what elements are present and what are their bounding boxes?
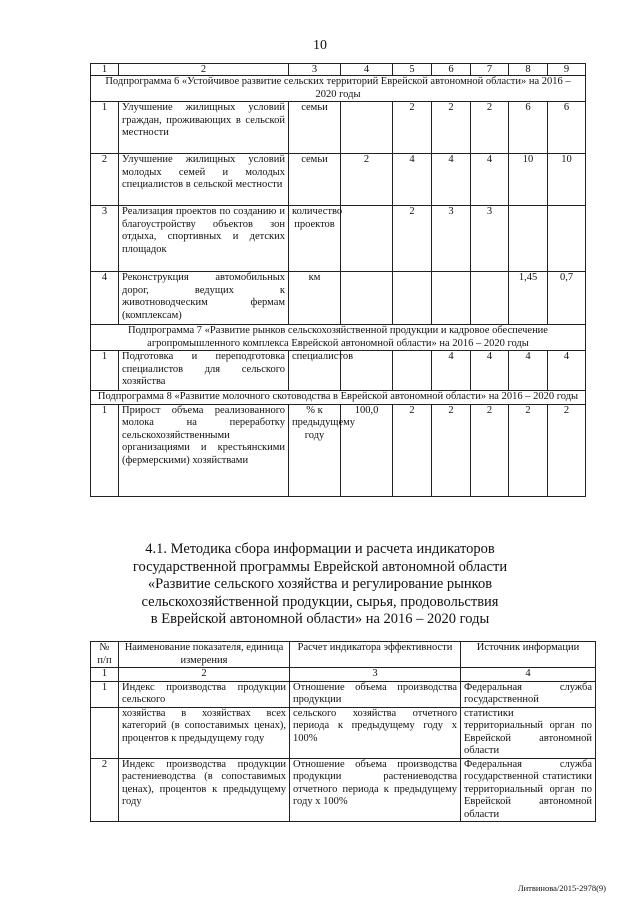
page-number: 10 bbox=[313, 38, 327, 53]
indicator-calculation: Отношение объема производства продукции bbox=[290, 681, 461, 707]
header-cell: Расчет индикатора эффективности bbox=[290, 642, 461, 668]
col-num: 3 bbox=[289, 64, 341, 76]
value-cell: 2 bbox=[509, 404, 548, 496]
column-number-row bbox=[91, 64, 586, 76]
row-number: 3 bbox=[91, 206, 119, 272]
value-cell: 4 bbox=[509, 351, 548, 391]
col-num: 8 bbox=[509, 64, 548, 76]
value-cell bbox=[341, 272, 393, 325]
value-cell bbox=[432, 272, 471, 325]
value-cell: 6 bbox=[509, 102, 548, 154]
table-row bbox=[91, 707, 596, 758]
table-row bbox=[91, 758, 596, 822]
indicator-calculation: сельского хозяйства отчетного периода к предыдущему году х 100% bbox=[290, 707, 461, 758]
value-cell: 2 bbox=[341, 154, 393, 206]
indicator-unit: семьи bbox=[289, 154, 341, 206]
indicator-name: Реконструкция автомобильных дорог, ведущих к животноводческим фермам (комплексам) bbox=[119, 272, 289, 325]
table-row bbox=[91, 681, 596, 707]
heading-line: государственной программы Еврейской автономной области bbox=[132, 558, 508, 575]
value-cell: 100,0 bbox=[341, 404, 393, 496]
table-row bbox=[91, 272, 586, 325]
value-cell: 1,45 bbox=[509, 272, 548, 325]
row-number: 2 bbox=[91, 154, 119, 206]
value-cell bbox=[341, 102, 393, 154]
value-cell: 4 bbox=[432, 351, 471, 391]
value-cell bbox=[341, 206, 393, 272]
heading-line: 4.1. Методика сбора информации и расчета индикаторов bbox=[145, 541, 495, 557]
value-cell: 4 bbox=[471, 351, 509, 391]
value-cell bbox=[393, 272, 432, 325]
column-number-row bbox=[91, 668, 596, 682]
value-cell bbox=[471, 272, 509, 325]
table-row bbox=[91, 351, 586, 391]
heading-line: в Еврейской автономной области» на 2016 – 2020 годы bbox=[150, 611, 490, 627]
subprogram-title: Подпрограмма 8 «Развитие молочного скотоводства в Еврейской автономной области» на 2016 – 2020 годы bbox=[91, 391, 586, 405]
table-row bbox=[91, 404, 586, 496]
value-cell: 3 bbox=[432, 206, 471, 272]
header-cell: Источник информации bbox=[461, 642, 596, 668]
indicator-name: Подготовка и переподготовка специалистов для сельского хозяйства bbox=[119, 351, 289, 391]
subprogram-8-header bbox=[91, 391, 586, 405]
value-cell: 10 bbox=[548, 154, 586, 206]
value-cell bbox=[393, 351, 432, 391]
value-cell: 2 bbox=[432, 102, 471, 154]
subprogram-6-header bbox=[91, 76, 586, 102]
col-num: 4 bbox=[461, 668, 596, 682]
methodology-table bbox=[90, 641, 596, 822]
indicator-unit: км bbox=[289, 272, 341, 325]
indicator-name: Индекс производства продукции растениеводства (в сопоставимых ценах), процентов к предыдущему году bbox=[119, 758, 290, 822]
value-cell: 2 bbox=[393, 404, 432, 496]
subprogram-title: Подпрограмма 6 «Устойчивое развитие сельских территорий Еврейской автономной области» на 2016 – 2020 годы bbox=[91, 76, 586, 102]
value-cell: 4 bbox=[432, 154, 471, 206]
indicator-unit: количество проектов bbox=[289, 206, 341, 272]
value-cell: 2 bbox=[471, 404, 509, 496]
col-num: 2 bbox=[119, 668, 290, 682]
indicator-unit: специалистов bbox=[289, 351, 341, 391]
indicator-name: Реализация проектов по созданию и благоустройству объектов зон отдыха, спортивных и детских площадок bbox=[119, 206, 289, 272]
value-cell: 2 bbox=[393, 206, 432, 272]
value-cell: 0,7 bbox=[548, 272, 586, 325]
information-source: статистики территориальный орган по Еврейской автономной области bbox=[461, 707, 596, 758]
indicator-name: Улучшение жилищных условий молодых семей и молодых специалистов в сельской местности bbox=[119, 154, 289, 206]
table-row bbox=[91, 102, 586, 154]
heading-line: «Развитие сельского хозяйства и регулирование рынков bbox=[147, 576, 493, 592]
indicators-table bbox=[90, 63, 586, 497]
col-num: 9 bbox=[548, 64, 586, 76]
value-cell: 2 bbox=[432, 404, 471, 496]
section-heading bbox=[0, 541, 640, 629]
col-num: 3 bbox=[290, 668, 461, 682]
value-cell: 3 bbox=[471, 206, 509, 272]
value-cell: 2 bbox=[471, 102, 509, 154]
table-row bbox=[91, 154, 586, 206]
indicator-unit: % к предыдущему году bbox=[289, 404, 341, 496]
row-number: 4 bbox=[91, 272, 119, 325]
indicator-name: Прирост объема реализованного молока на переработку сельскохозяйственными организациями и крестьянскими (фермерскими) хозяйствами bbox=[119, 404, 289, 496]
value-cell: 6 bbox=[548, 102, 586, 154]
row-number: 1 bbox=[91, 404, 119, 496]
col-num: 7 bbox=[471, 64, 509, 76]
value-cell bbox=[548, 206, 586, 272]
value-cell: 4 bbox=[548, 351, 586, 391]
header-cell: № п/п bbox=[91, 642, 119, 668]
value-cell: 2 bbox=[548, 404, 586, 496]
indicator-name: хозяйства в хозяйствах всех категорий (в сопоставимых ценах), процентов к предыдущему году bbox=[119, 707, 290, 758]
heading-line: сельскохозяйственной продукции, сырья, продовольствия bbox=[141, 593, 499, 610]
information-source: Федеральная служба государственной статистики территориальный орган по Еврейской автономной области bbox=[461, 758, 596, 822]
value-cell: 2 bbox=[393, 102, 432, 154]
value-cell: 10 bbox=[509, 154, 548, 206]
value-cell: 4 bbox=[393, 154, 432, 206]
col-num: 6 bbox=[432, 64, 471, 76]
table-row bbox=[91, 206, 586, 272]
row-number: 2 bbox=[91, 758, 119, 822]
row-number bbox=[91, 707, 119, 758]
col-num: 2 bbox=[119, 64, 289, 76]
indicator-name: Улучшение жилищных условий граждан, проживающих в сельской местности bbox=[119, 102, 289, 154]
header-row bbox=[91, 642, 596, 668]
row-number: 1 bbox=[91, 102, 119, 154]
indicator-calculation: Отношение объема производства продукции растениеводства отчетного периода к предыдущему году х 100% bbox=[290, 758, 461, 822]
col-num: 1 bbox=[91, 64, 119, 76]
value-cell: 4 bbox=[471, 154, 509, 206]
subprogram-7-header bbox=[91, 325, 586, 351]
header-cell: Наименование показателя, единица измерения bbox=[119, 642, 290, 668]
row-number: 1 bbox=[91, 351, 119, 391]
subprogram-title: Подпрограмма 7 «Развитие рынков сельскохозяйственной продукции и кадровое обеспечение агропромышленного комплекса Еврейской автономной области» на 2016 – 2020 годы bbox=[91, 325, 586, 351]
col-num: 4 bbox=[341, 64, 393, 76]
indicator-unit: семьи bbox=[289, 102, 341, 154]
indicator-name: Индекс производства продукции сельского bbox=[119, 681, 290, 707]
col-num: 5 bbox=[393, 64, 432, 76]
row-number: 1 bbox=[91, 681, 119, 707]
col-num: 1 bbox=[91, 668, 119, 682]
value-cell bbox=[509, 206, 548, 272]
information-source: Федеральная служба государственной bbox=[461, 681, 596, 707]
document-footer-code: Литвинова/2015-2978(9) bbox=[517, 883, 606, 893]
